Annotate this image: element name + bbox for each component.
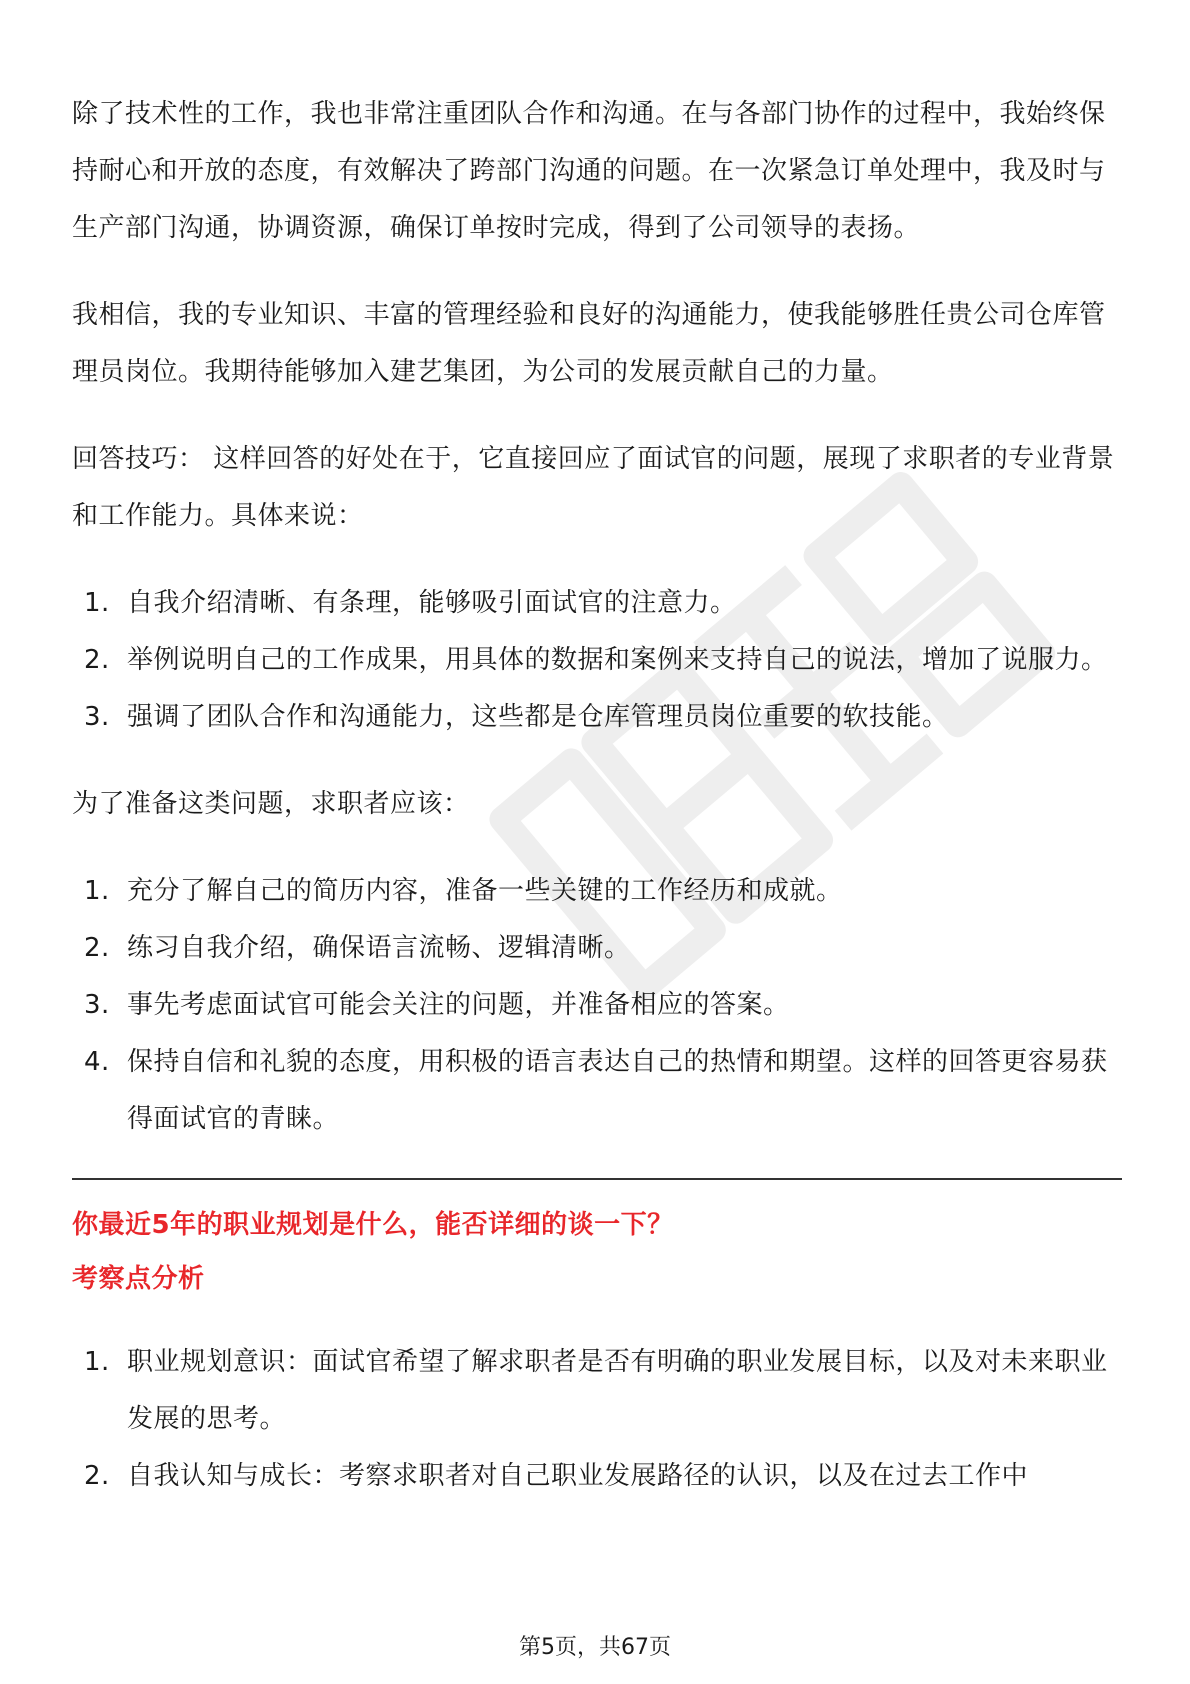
analysis-list (72, 1334, 1122, 1505)
list-item: 1. 自我介绍清晰、有条理，能够吸引面试官的注意力。 (84, 588, 737, 618)
list-item: 2. 自我认知与成长：考察求职者对自己职业发展路径的认识，以及在过去工作中 (84, 1461, 1029, 1491)
preparation-list (72, 863, 1122, 1148)
page-content (72, 86, 1122, 1535)
list-item: 1. 充分了解自己的简历内容，准备一些关键的工作经历和成就。 (84, 876, 843, 906)
question-title: 你最近5年的职业规划是什么，能否详细的谈一下？ (72, 1210, 674, 1240)
section-divider (72, 1178, 1122, 1180)
paragraph-teamwork: 除了技术性的工作，我也非常注重团队合作和沟通。在与各部门协作的过程中，我始终保持耐心和开放的态度，有效解决了跨部门沟通的问题。在一次紧急订单处理中，我及时与生产部门沟通，协调资源，确保订单按时完成，得到了公司领导的表扬。 (72, 99, 1106, 243)
paragraph-answer-tips: 回答技巧： 这样回答的好处在于，它直接回应了面试官的问题，展现了求职者的专业背景和工作能力。具体来说： (72, 444, 1115, 531)
list-item: 2. 举例说明自己的工作成果，用具体的数据和案例来支持自己的说法，增加了说服力。 (84, 645, 1108, 675)
list-item: 3. 事先考虑面试官可能会关注的问题，并准备相应的答案。 (84, 990, 790, 1020)
tips-list (72, 575, 1122, 746)
page-footer: 第5页，共67页 (519, 1635, 671, 1660)
paragraph-conclusion: 我相信，我的专业知识、丰富的管理经验和良好的沟通能力，使我能够胜任贵公司仓库管理员岗位。我期待能够加入建艺集团，为公司的发展贡献自己的力量。 (72, 300, 1106, 387)
paragraph-preparation: 为了准备这类问题，求职者应该： (72, 789, 470, 819)
analysis-subtitle: 考察点分析 (72, 1264, 205, 1294)
list-item: 1. 职业规划意识：面试官希望了解求职者是否有明确的职业发展目标，以及对未来职业发展的思考。 (84, 1347, 1108, 1434)
list-item: 3. 强调了团队合作和沟通能力，这些都是仓库管理员岗位重要的软技能。 (84, 702, 949, 732)
list-item: 4. 保持自信和礼貌的态度，用积极的语言表达自己的热情和期望。这样的回答更容易获得面试官的青睐。 (84, 1047, 1108, 1134)
list-item: 2. 练习自我介绍，确保语言流畅、逻辑清晰。 (84, 933, 631, 963)
